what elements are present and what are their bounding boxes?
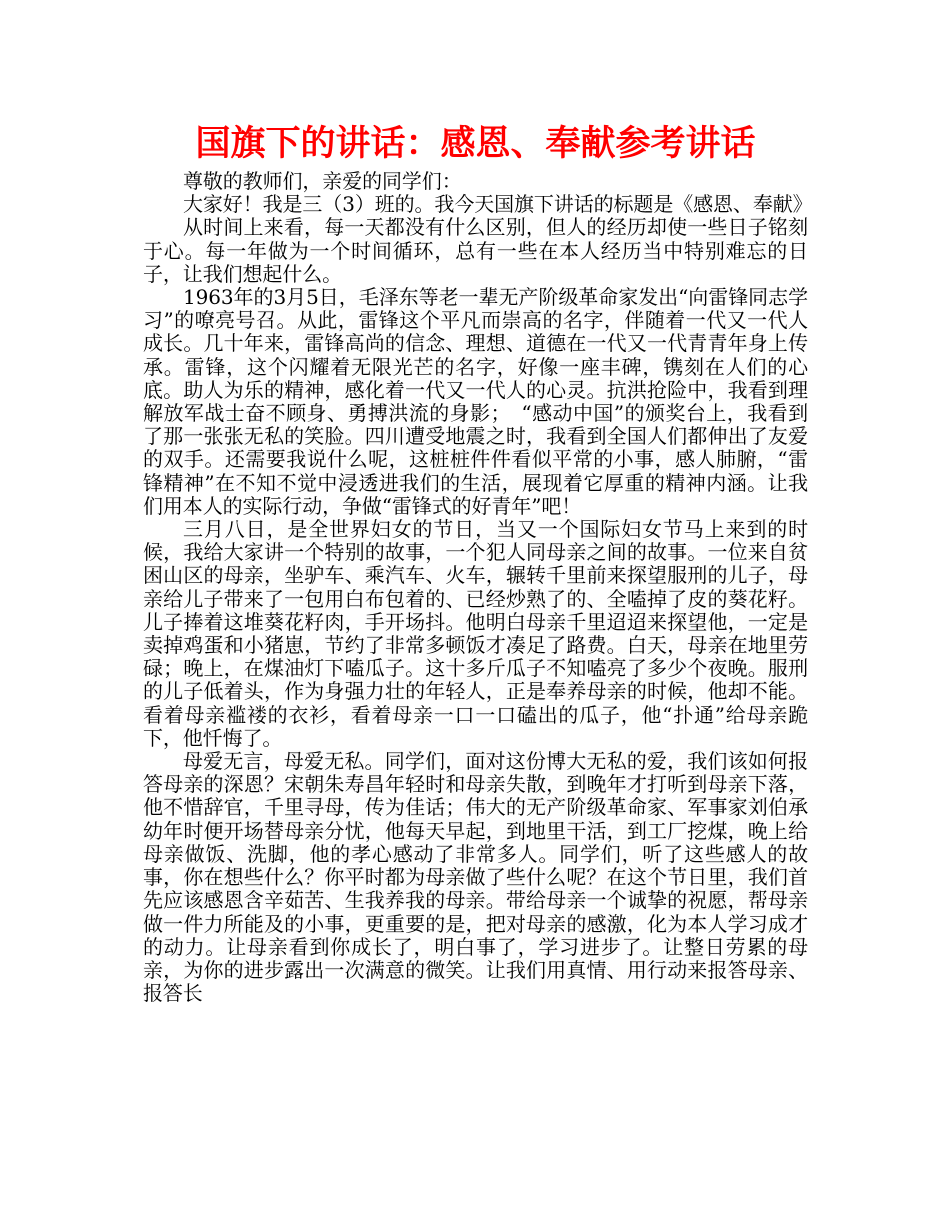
document-page (143, 118, 813, 1006)
paragraph-greeting: 尊敬的教师们，亲爱的同学们： (183, 169, 462, 193)
paragraph-womens-day: 三月八日，是全世界妇女的节日，当又一个国际妇女节马上来到的时候，我给大家讲一个特别的故事，一个犯人同母亲之间的故事。一位来自贫困山区的母亲，坐驴车、乘汽车、火车，辗转千里前来探望服刑的儿子，母亲给儿子带来了一包用白布包着的、已经炒熟了的、全嗑掉了皮的葵花籽。儿子捧着这堆葵花籽肉，手开场抖。他明白母亲千里迢迢来探望他，一定是卖掉鸡蛋和小猪崽，节约了非常多顿饭才凑足了路费。白天，母亲在地里劳碌；晚上，在煤油灯下嗑瓜子。这十多斤瓜子不知嗑亮了多少个夜晚。服刑的儿子低着头，作为身强力壮的年轻人，正是奉养母亲的时候，他却不能。看着母亲褴褛的衣衫，看着母亲一口一口磕出的瓜子，他“扑通”给母亲跪下，他忏悔了。 (143, 517, 808, 750)
paragraph-leifeng: 1963年的3月5日，毛泽东等老一辈无产阶级革命家发出“向雷锋同志学习”的嘹亮号召。从此，雷锋这个平凡而崇高的名字，伴随着一代又一代人成长。几十年来，雷锋高尚的信念、理想、道德在一代又一代青青年身上传承。雷锋，这个闪耀着无限光芒的名字，好像一座丰碑，镌刻在人们的心底。助人为乐的精神，感化着一代又一代人的心灵。抗洪抢险中，我看到理解放军战士奋不顾身、勇搏洪流的身影； “感动中国”的颁奖台上，我看到了那一张张无私的笑脸。四川遭受地震之时，我看到全国人们都伸出了友爱的双手。还需要我说什么呢，这桩桩件件看似平常的小事，感人肺腑，“雷锋精神”在不知不觉中浸透进我们的生活，展现着它厚重的精神内涵。让我们用本人的实际行动，争做“雷锋式的好青年”吧！ (143, 285, 808, 518)
paragraph-intro: 大家好！我是三（3）班的。我今天国旗下讲话的标题是《感恩、奉献》 (183, 192, 813, 217)
document-body (143, 169, 813, 1006)
paragraph-mothers-love: 母爱无言，母爱无私。同学们，面对这份博大无私的爱，我们该如何报答母亲的深恩？宋朝朱寿昌年轻时和母亲失散，到晚年才打听到母亲下落，他不惜辞官，千里寻母，传为佳话；伟大的无产阶级革命家、军事家刘伯承幼年时便开场替母亲分忧，他每天早起，到地里干活，到工厂挖煤，晚上给母亲做饭、洗脚，他的孝心感动了非常多人。同学们，听了这些感人的故事，你在想些什么？你平时都为母亲做了些什么呢？在这个节日里，我们首先应该感恩含辛茹苦、生我养我的母亲。带给母亲一个诚挚的祝愿，帮母亲做一件力所能及的小事，更重要的是，把对母亲的感激，化为本人学习成才的动力。让母亲看到你成长了，明白事了，学习进步了。让整日劳累的母亲，为你的进步露出一次满意的微笑。让我们用真情、用行动来报答母亲、报答长 (143, 749, 808, 1006)
paragraph-time: 从时间上来看，每一天都没有什么区别，但人的经历却使一些日子铭刻于心。每一年做为一个时间循环，总有一些在本人经历当中特别难忘的日子，让我们想起什么。 (143, 215, 808, 286)
document-title: 国旗下的讲话：感恩、奉献参考讲话 (195, 124, 756, 164)
